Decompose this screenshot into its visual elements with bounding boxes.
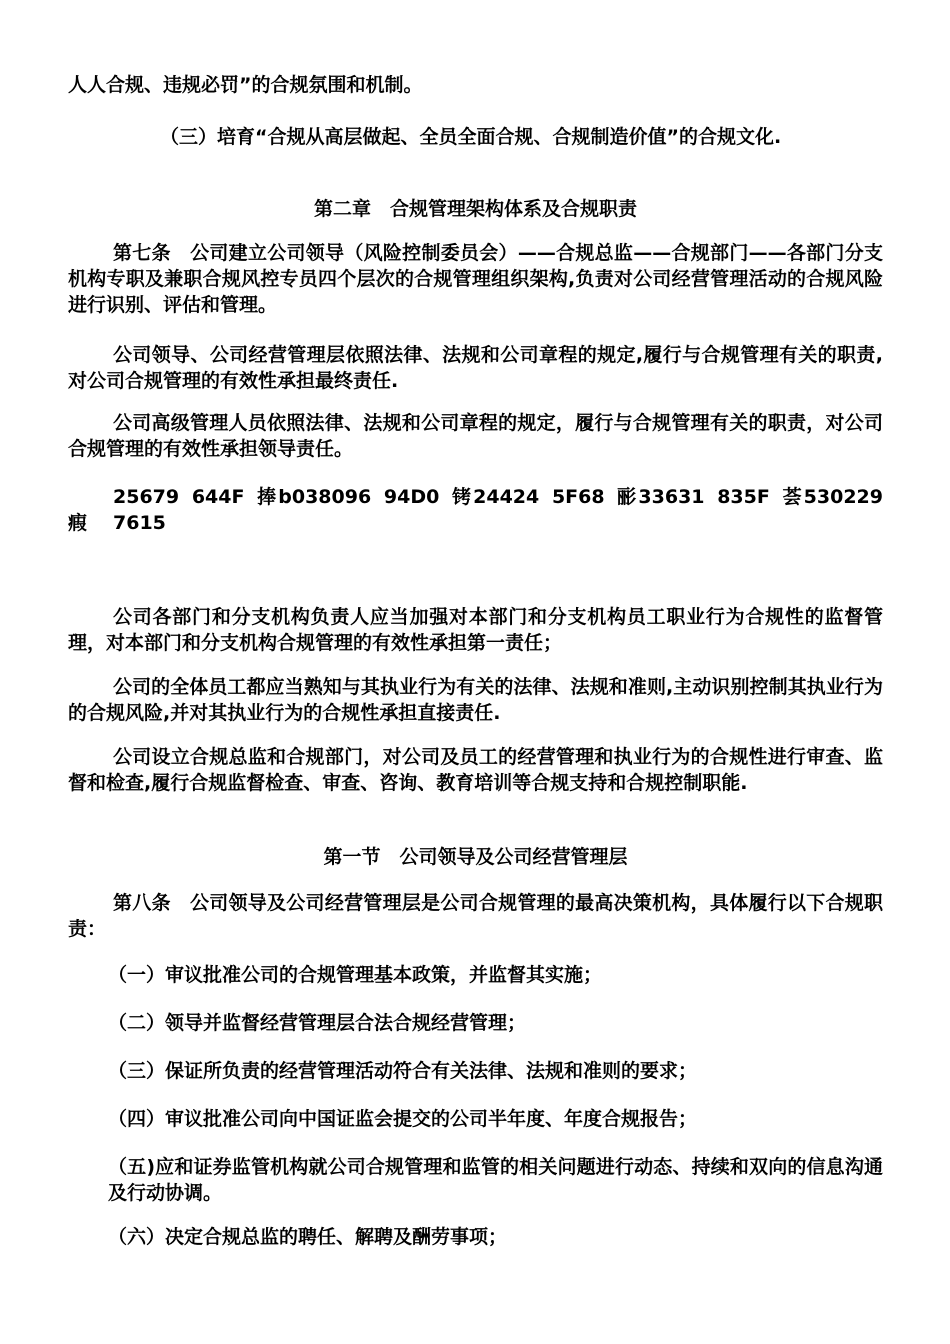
paragraph-compliance-atmosphere: 人人合规、违规必罚”的合规氛围和机制。 xyxy=(68,74,423,96)
chapter-heading: 第二章 合规管理架构体系及合规职责 xyxy=(313,198,637,220)
article-7: 第七条 公司建立公司领导（风险控制委员会）——合规总监——合规部门——各部门分支机构专职及兼职合规风控专员四个层次的合规管理组织架构,负责对公司经营管理活动的合规风险进行识别、评估和管理。 xyxy=(68,242,883,316)
garbled-code-line: 25679 644F 捧b038096 94D0 铐24424 5F68 彨33631 835F 荟530229 7615 xyxy=(113,486,883,534)
paragraph-staff-duty: 公司的全体员工都应当熟知与其执业行为有关的法律、法规和准则,主动识别控制其执业行为的合规风险,并对其执业行为的合规性承担直接责任. xyxy=(68,676,883,724)
list-item: （一）审议批准公司的合规管理基本政策，并监督其实施； xyxy=(108,964,603,986)
paragraph-cco-duty: 公司设立合规总监和合规部门，对公司及员工的经营管理和执业行为的合规性进行审查、监督和检查,履行合规监督检查、审查、咨询、教育培训等合规支持和合规控制职能. xyxy=(68,746,883,794)
list-item: （四）审议批准公司向中国证监会提交的公司半年度、年度合规报告； xyxy=(108,1108,698,1130)
article-8: 第八条 公司领导及公司经营管理层是公司合规管理的最高决策机构，具体履行以下合规职责： xyxy=(68,892,883,940)
list-item: （五)应和证券监管机构就公司合规管理和监管的相关问题进行动态、持续和双向的信息沟通及行动协调。 xyxy=(108,1156,883,1204)
garbled-code-wrap: 瘕 xyxy=(68,512,88,534)
paragraph-department-duty: 公司各部门和分支机构负责人应当加强对本部门和分支机构员工职业行为合规性的监督管理，对本部门和分支机构合规管理的有效性承担第一责任； xyxy=(68,606,883,654)
list-item: （六）决定合规总监的聘任、解聘及酬劳事项； xyxy=(108,1226,508,1248)
paragraph-leadership-duty: 公司领导、公司经营管理层依照法律、法规和公司章程的规定,履行与合规管理有关的职责,对公司合规管理的有效性承担最终责任. xyxy=(68,344,883,392)
list-item: （三）保证所负责的经营管理活动符合有关法律、法规和准则的要求； xyxy=(108,1060,698,1082)
paragraph-senior-management-duty: 公司高级管理人员依照法律、法规和公司章程的规定，履行与合规管理有关的职责，对公司合规管理的有效性承担领导责任。 xyxy=(68,412,883,460)
paragraph-compliance-culture: （三）培育“合规从高层做起、全员全面合规、合规制造价值”的合规文化. xyxy=(160,126,782,148)
section-heading: 第一节 公司领导及公司经营管理层 xyxy=(323,846,628,868)
list-item: （二）领导并监督经营管理层合法合规经营管理； xyxy=(108,1012,527,1034)
